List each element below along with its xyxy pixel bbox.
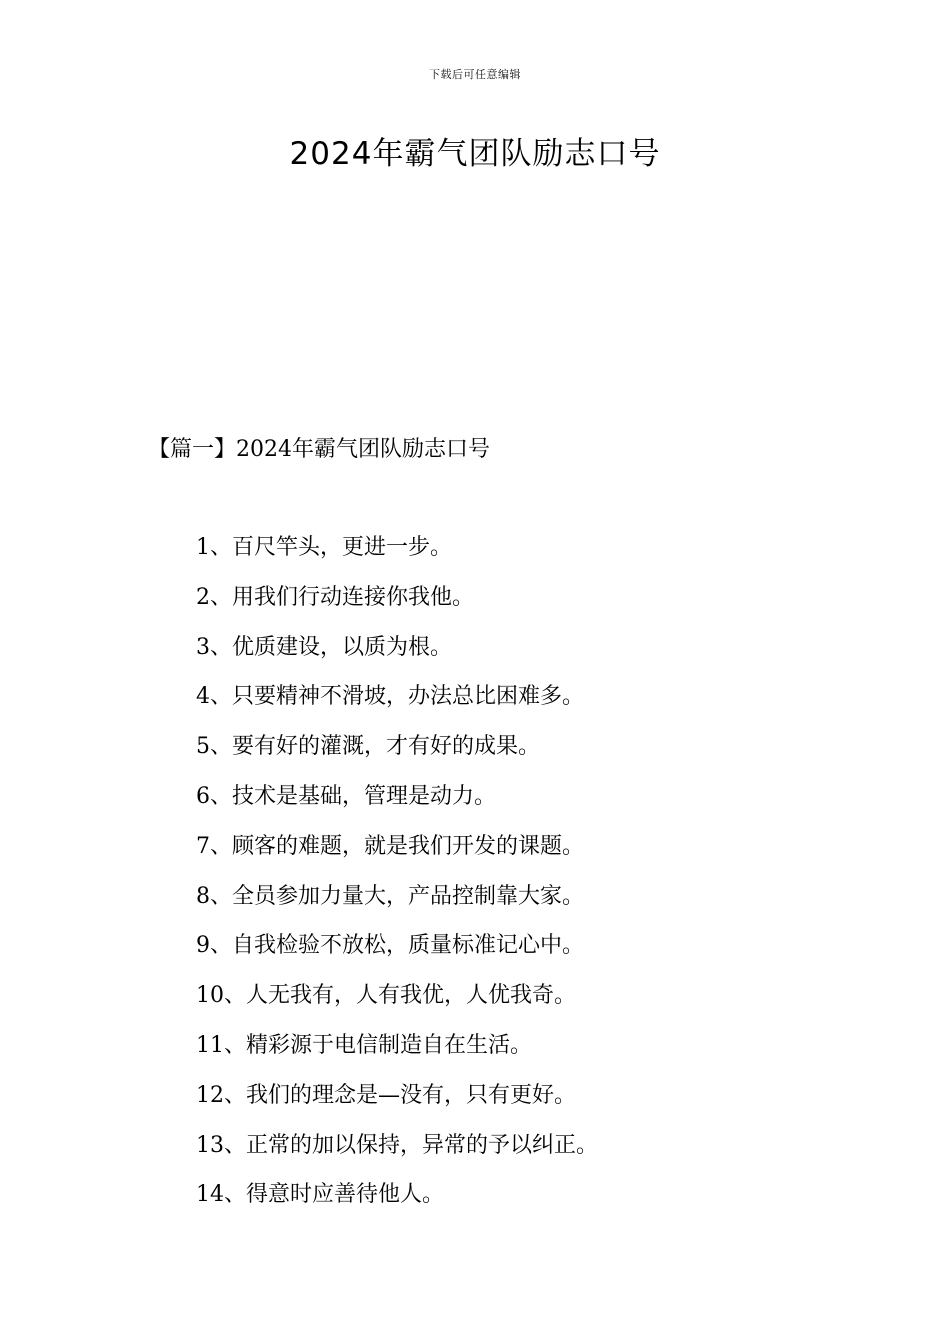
list-item: 14、得意时应善待他人。: [196, 1182, 444, 1208]
header-note: 下载后可任意编辑: [429, 68, 521, 81]
list-item: 7、顾客的难题，就是我们开发的课题。: [196, 833, 584, 859]
list-item: 9、自我检验不放松，质量标准记心中。: [196, 933, 584, 959]
list-item: 8、全员参加力量大，产品控制靠大家。: [196, 883, 584, 909]
list-item: 1、百尺竿头，更进一步。: [196, 535, 452, 560]
list-item: 2、用我们行动连接你我他。: [196, 584, 474, 610]
list-item: 6、技术是基础，管理是动力。: [196, 783, 496, 809]
list-item: 12、我们的理念是—没有，只有更好。: [196, 1082, 576, 1108]
slogan-list: [196, 533, 598, 1230]
list-item: 4、只要精神不滑坡，办法总比困难多。: [196, 684, 584, 710]
section-heading: 【篇一】2024年霸气团队励志口号: [148, 437, 490, 462]
list-item: 3、优质建设，以质为根。: [196, 634, 452, 660]
document-title: 2024年霸气团队励志口号: [289, 136, 661, 172]
list-item: 10、人无我有，人有我优，人优我奇。: [196, 983, 576, 1009]
list-item: 13、正常的加以保持，异常的予以纠正。: [196, 1132, 598, 1158]
list-item: 5、要有好的灌溉，才有好的成果。: [196, 734, 540, 760]
list-item: 11、精彩源于电信制造自在生活。: [196, 1032, 532, 1058]
